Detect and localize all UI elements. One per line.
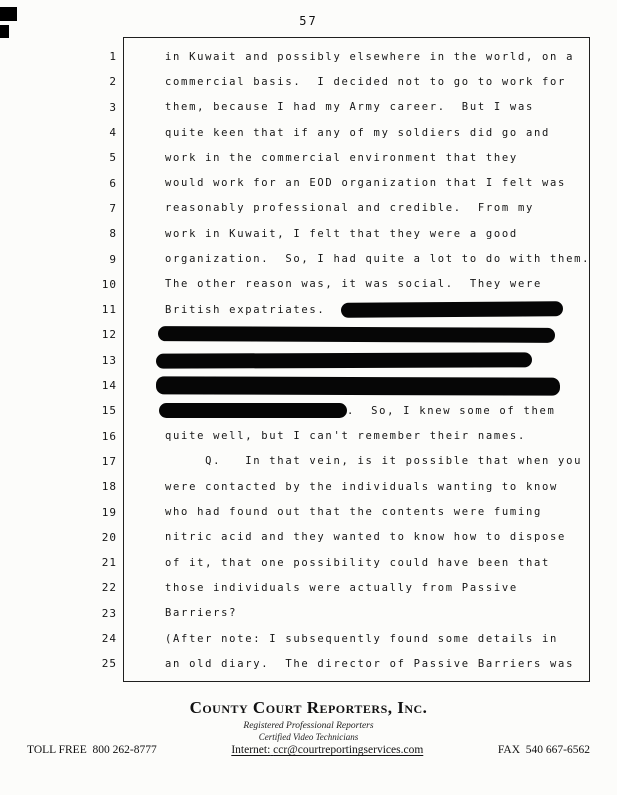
transcript-line [0, 221, 610, 246]
transcript-line [0, 550, 610, 575]
toll-free-group [27, 744, 157, 756]
transcript-line [0, 651, 610, 676]
fax-group [498, 744, 590, 756]
line-text [165, 120, 550, 145]
transcript-line [0, 449, 610, 474]
transcript-line [0, 474, 610, 499]
redaction-bar [158, 327, 555, 344]
line-number: 9 [109, 252, 117, 266]
line-number: 21 [101, 556, 117, 570]
line-number: 10 [101, 277, 117, 291]
transcript-line [0, 171, 610, 196]
line-text-segment: work in the commercial environment that they [165, 151, 518, 164]
transcript-line [0, 626, 610, 651]
line-number: 3 [109, 100, 117, 114]
line-text-segment: in Kuwait and possibly elsewhere in the world, on a [165, 50, 575, 63]
line-text-segment: of it, that one possibility could have been that [165, 556, 551, 569]
redaction-bar [156, 376, 560, 395]
line-text [165, 474, 558, 499]
line-number: 15 [101, 404, 117, 418]
footer-tagline-certified: Certified Video Technicians [258, 732, 359, 742]
line-text [165, 373, 560, 398]
transcript-line [0, 69, 610, 94]
line-text-segment: organization. So, I had quite a lot to do with them. [165, 253, 591, 266]
line-text [165, 171, 566, 196]
line-text-segment: nitric acid and they wanted to know how to dispose [165, 531, 567, 544]
line-text-segment: those individuals were actually from Passive [165, 581, 518, 594]
transcript-line [0, 272, 610, 297]
line-text-segment: an old diary. The director of Passive Barriers was [165, 657, 575, 670]
line-number: 24 [101, 632, 117, 646]
transcript-line [0, 196, 610, 221]
internet-email: ccr@courtreportingservices.com [273, 744, 424, 756]
line-text-segment: were contacted by the individuals wanting to know [165, 480, 559, 493]
line-number: 16 [101, 429, 117, 443]
transcript-line [0, 575, 610, 600]
line-number: 14 [101, 379, 117, 393]
fax-number: 540 667-6562 [525, 744, 590, 756]
line-number: 5 [109, 151, 117, 165]
line-text-segment: work in Kuwait, I felt that they were a good [165, 227, 518, 240]
redaction-bar [341, 301, 563, 318]
transcript-line [0, 44, 610, 69]
redaction-bar [156, 352, 532, 368]
line-text-segment: reasonably professional and credible. From my [165, 202, 534, 215]
line-number: 17 [101, 454, 117, 468]
line-text [165, 69, 566, 94]
line-text [165, 348, 532, 373]
line-text-segment: commercial basis. I decided not to go to work for [165, 75, 567, 88]
transcript-line [0, 145, 610, 170]
internet-email-group [231, 744, 423, 756]
transcript-line [0, 120, 610, 145]
internet-label: Internet: [231, 744, 271, 756]
line-text [165, 601, 237, 626]
line-text [165, 424, 526, 449]
footer-tagline-registered: Registered Professional Reporters [243, 721, 374, 731]
transcript-line [0, 95, 610, 120]
line-text [165, 449, 582, 474]
line-text [165, 525, 566, 550]
line-text-segment: British expatriates. [165, 303, 342, 316]
line-text [165, 196, 534, 221]
transcript-line [0, 373, 610, 398]
transcript-line [0, 499, 610, 524]
line-text-segment: Q. In that vein, is it possible that when you [165, 455, 583, 468]
line-number: 4 [109, 126, 117, 140]
line-text [165, 575, 518, 600]
line-text-segment: quite well, but I can't remember their names. [165, 430, 526, 443]
line-number: 13 [101, 353, 117, 367]
page-number: 57 [299, 14, 318, 28]
line-text-segment: who had found out that the contents were fuming [165, 506, 543, 519]
line-text-segment: The other reason was, it was social. They were [165, 278, 543, 291]
line-text [165, 550, 550, 575]
toll-free-label: TOLL FREE [27, 744, 87, 756]
transcript-line [0, 297, 610, 322]
line-text [165, 44, 574, 69]
line-number: 20 [101, 530, 117, 544]
line-text [165, 246, 590, 271]
line-text-segment: Barriers? [165, 607, 238, 620]
line-number: 11 [101, 303, 117, 317]
line-text [165, 398, 556, 423]
transcript-line [0, 601, 610, 626]
line-number: 19 [101, 505, 117, 519]
line-text-segment: . So, I knew some of them [347, 404, 556, 417]
line-number: 8 [109, 227, 117, 241]
line-text [165, 499, 542, 524]
line-number: 7 [109, 201, 117, 215]
transcript-line [0, 246, 610, 271]
line-number: 18 [101, 480, 117, 494]
line-text-segment: (After note: I subsequently found some details in [165, 632, 559, 645]
transcript-line [0, 525, 610, 550]
line-text [165, 221, 518, 246]
toll-free-number: 800 262-8777 [92, 744, 157, 756]
line-text [165, 145, 518, 170]
line-number: 22 [101, 581, 117, 595]
line-text-segment: them, because I had my Army career. But I was [165, 101, 534, 114]
line-text [165, 651, 574, 676]
transcript-line [0, 424, 610, 449]
line-text-segment: would work for an EOD organization that I felt was [165, 177, 567, 190]
line-number: 25 [101, 657, 117, 671]
line-number: 6 [109, 176, 117, 190]
line-text [165, 322, 555, 347]
redaction-bar [159, 403, 347, 418]
transcript-line [0, 398, 610, 423]
fax-label: FAX [497, 744, 521, 756]
transcript-line [0, 322, 610, 347]
line-text [165, 272, 542, 297]
line-number: 12 [101, 328, 117, 342]
line-number: 2 [109, 75, 117, 89]
footer-contact-row [27, 744, 590, 756]
line-text [165, 95, 534, 120]
line-number: 1 [109, 50, 117, 64]
line-text-segment: quite keen that if any of my soldiers did go and [165, 126, 551, 139]
footer-company-name: County Court Reporters, Inc. [189, 698, 428, 717]
line-number: 23 [101, 606, 117, 620]
transcript-line [0, 348, 610, 373]
line-text [165, 297, 563, 322]
line-text [165, 626, 558, 651]
